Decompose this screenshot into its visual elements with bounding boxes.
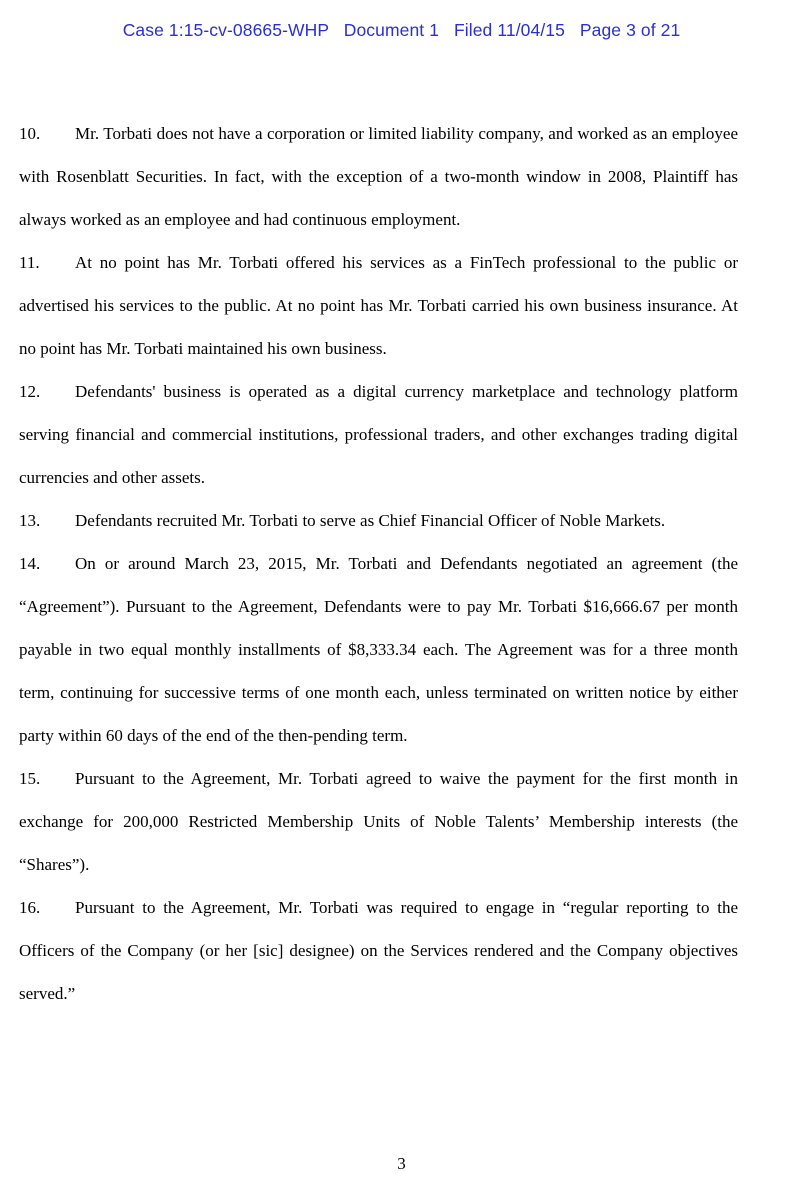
paragraph-14 [19,542,738,757]
case-header: Case 1:15-cv-08665-WHP Document 1 Filed 11/04/15 Page 3 of 21 [122,20,681,40]
paragraph-text: Pursuant to the Agreement, Mr. Torbati agreed to waive the payment for the first month in exchange for 200,000 Restricted Membership Units of Noble Talents’ Membership interests (the “Shares”). [19,769,738,874]
paragraph-10 [19,112,738,241]
paragraph-13 [19,499,738,542]
paragraph-text: Mr. Torbati does not have a corporation or limited liability company, and worked as an employee with Rosenblatt Securities. In fact, with the exception of a two-month window in 2008, Plaintiff has always worked as an employee and had continuous employment. [19,124,738,229]
paragraph-number: 10. [19,124,41,143]
paragraph-12 [19,370,738,499]
paragraph-number: 12. [19,382,41,401]
paragraph-number: 15. [19,769,41,788]
paragraph-text: Defendants recruited Mr. Torbati to serve as Chief Financial Officer of Noble Markets. [75,511,666,530]
paragraph-text: On or around March 23, 2015, Mr. Torbati and Defendants negotiated an agreement (the “Agreement”). Pursuant to the Agreement, Defendants were to pay Mr. Torbati $16,666.67 per month payable in two equal monthly installments of $8,333.34 each. The Agreement was for a three month term, continuing for successive terms of one month each, unless terminated on written notice by either party within 60 days of the end of the then-pending term. [19,554,738,745]
paragraph-number: 14. [19,554,41,573]
paragraph-number: 11. [19,253,40,272]
paragraph-15 [19,757,738,886]
document-body [19,112,738,1015]
paragraph-text: Pursuant to the Agreement, Mr. Torbati was required to engage in “regular reporting to the Officers of the Company (or her [sic] designee) on the Services rendered and the Company objectives served.” [19,898,738,1003]
paragraph-text: Defendants' business is operated as a digital currency marketplace and technology platform serving financial and commercial institutions, professional traders, and other exchanges trading digital currencies and other assets. [19,382,738,487]
page-number: 3 [397,1154,406,1173]
paragraph-16 [19,886,738,1015]
paragraph-text: At no point has Mr. Torbati offered his services as a FinTech professional to the public or advertised his services to the public. At no point has Mr. Torbati carried his own business insurance. At no point has Mr. Torbati maintained his own business. [19,253,738,358]
paragraph-number: 16. [19,898,41,917]
paragraph-11 [19,241,738,370]
paragraph-number: 13. [19,511,41,530]
